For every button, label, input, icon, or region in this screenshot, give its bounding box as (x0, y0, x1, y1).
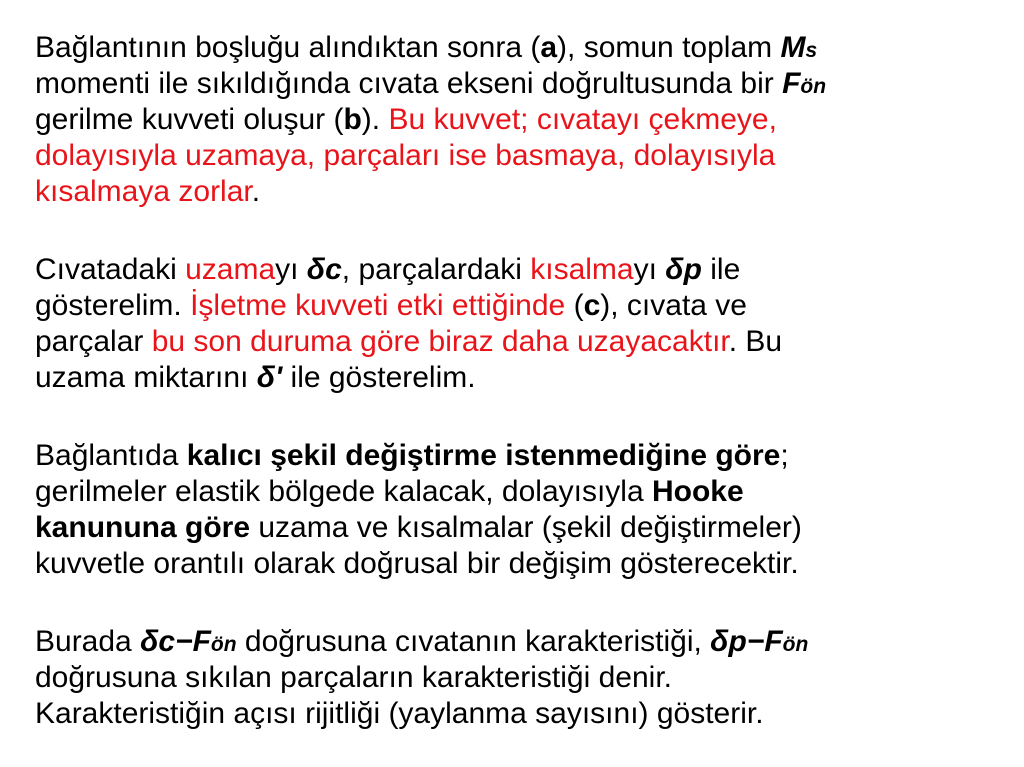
text-segment: gerilme kuvveti oluşur ( (35, 103, 344, 136)
text-segment: ). (361, 103, 389, 136)
text-segment: Cıvatadaki (35, 253, 186, 286)
text-line (35, 360, 1010, 396)
text-segment: δc (306, 253, 342, 286)
text-segment: momenti ile sıkıldığında cıvata ekseni doğrultusunda bir (35, 67, 783, 100)
text-segment: kuvvetle orantılı olarak doğrusal bir değişim gösterecektir. (35, 547, 799, 580)
text-segment: , parçalardaki (341, 253, 531, 286)
text-segment: δp−F (710, 625, 783, 658)
text-segment: yı (633, 253, 666, 286)
text-segment: kısalma (530, 253, 634, 286)
text-segment: a (540, 31, 558, 64)
text-line (35, 324, 1010, 360)
text-segment: uzama ve kısalmalar (şekil değiştirmeler) (250, 511, 802, 544)
text-segment: F (782, 67, 801, 100)
text-segment: dolayısıyla uzamaya, parçaları ise basmaya, dolayısıyla (35, 139, 776, 172)
text-segment: Hooke (651, 475, 744, 508)
text-segment: parçalar (35, 325, 152, 358)
text-segment: Bağlantının boşluğu alındıktan sonra ( (35, 31, 541, 64)
text-line (35, 624, 1010, 660)
text-segment: ön (800, 75, 827, 98)
text-segment: Bu kuvvet; cıvatayı çekmeye, (388, 103, 777, 136)
text-segment: b (343, 103, 362, 136)
text-line (35, 174, 1010, 210)
text-segment: yı (275, 253, 307, 286)
text-line (35, 252, 1010, 288)
text-segment: ( (565, 289, 584, 322)
paragraph-bolt-pretension (35, 30, 1010, 210)
text-line (35, 138, 1010, 174)
paragraph-characteristics (35, 624, 1010, 732)
text-line (35, 30, 1010, 66)
text-line (35, 288, 1010, 324)
text-segment: ; (780, 439, 789, 472)
text-segment: ön (782, 633, 809, 656)
text-segment: uzama (185, 253, 276, 286)
text-line (35, 696, 1010, 732)
text-line (35, 546, 1010, 582)
text-segment: ), somun toplam (557, 31, 781, 64)
text-line (35, 474, 1010, 510)
text-line (35, 66, 1010, 102)
text-segment: ön (210, 633, 237, 656)
text-segment: δ' (256, 361, 283, 394)
text-segment: Bağlantıda (35, 439, 187, 472)
text-segment: doğrusuna sıkılan parçaların karakteristiği denir. (35, 661, 673, 694)
text-line (35, 510, 1010, 546)
text-segment: İşletme kuvveti etki ettiğinde (190, 289, 566, 322)
text-segment: c (583, 289, 601, 322)
text-segment: M (780, 31, 806, 64)
text-line (35, 102, 1010, 138)
text-line (35, 438, 1010, 474)
text-segment: kanununa göre (35, 511, 251, 544)
text-segment: ile (701, 253, 741, 286)
text-segment: δc−F (140, 625, 211, 658)
text-segment: gerilmeler elastik bölgede kalacak, dolayısıyla (35, 475, 652, 508)
text-segment: . (251, 175, 261, 208)
text-segment: bu son duruma göre biraz daha uzayacaktır (151, 325, 729, 358)
text-segment: . Bu (728, 325, 783, 358)
text-line (35, 660, 1010, 696)
text-segment: ), cıvata ve (600, 289, 747, 322)
text-segment: s (805, 39, 818, 62)
paragraph-hooke-law (35, 438, 1010, 582)
text-segment: Burada (35, 625, 141, 658)
text-segment: kısalmaya zorlar (35, 175, 252, 208)
text-segment: δp (665, 253, 702, 286)
text-segment: kalıcı şekil değiştirme istenmediğine göre (186, 439, 781, 472)
paragraph-elongation-shortening (35, 252, 1010, 396)
text-segment: gösterelim. (35, 289, 191, 322)
text-segment: doğrusuna cıvatanın karakteristiği, (236, 625, 711, 658)
text-segment: ile gösterelim. (282, 361, 476, 394)
text-segment: uzama miktarını (35, 361, 257, 394)
text-segment: Karakteristiğin açısı rijitliği (yaylanma sayısını) gösterir. (35, 697, 764, 730)
